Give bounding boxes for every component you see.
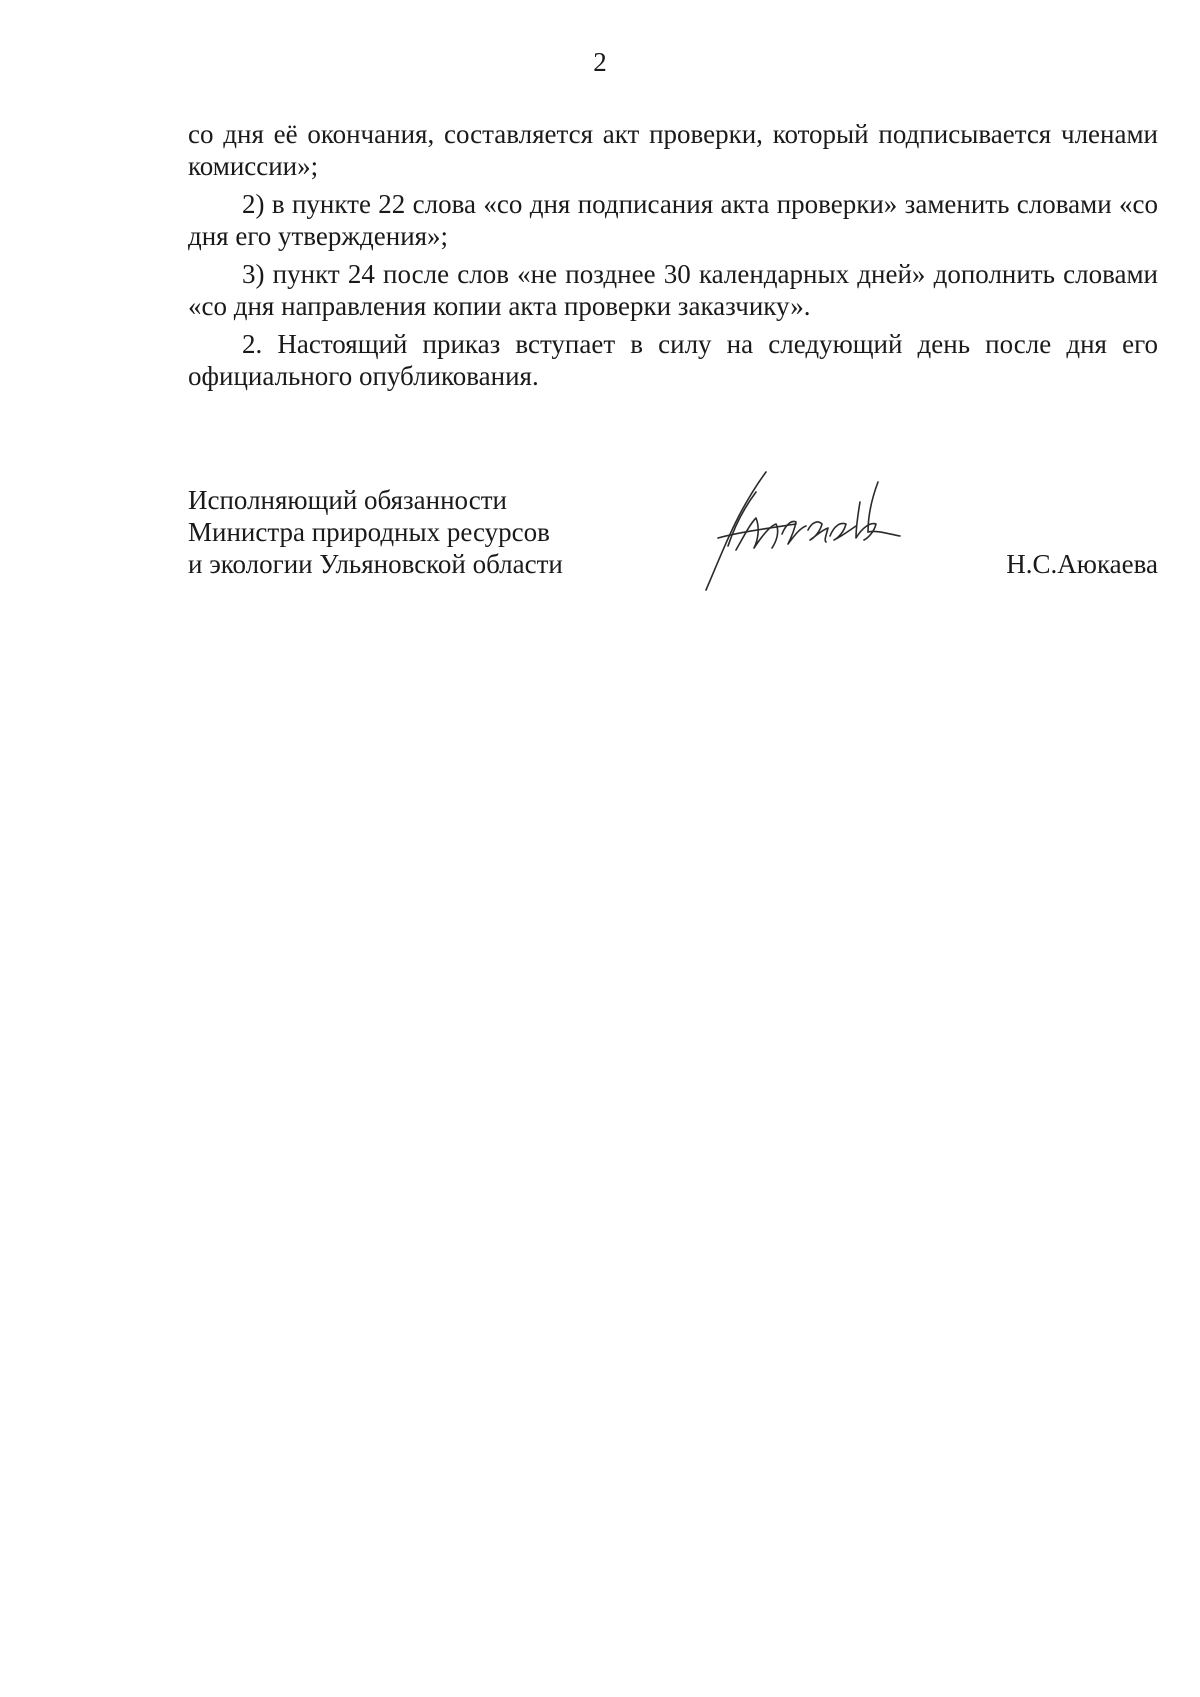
position-line: Министра природных ресурсов [188,517,550,547]
position-line: Исполняющий обязанности [188,485,507,515]
signer-name: Н.С.Аюкаева [1006,549,1158,579]
paragraph-item-3: 3) пункт 24 после слов «не позднее 30 календарных дней» дополнить словами «со дня направления копии акта проверки заказчику». [188,259,1158,321]
position-line: и экологии Ульяновской области [188,549,563,579]
paragraph-continuation: со дня её окончания, составляется акт проверки, который подписывается членами комиссии»; [188,119,1158,181]
document-body [188,118,1158,392]
page-number: 2 [593,47,607,77]
signatory-position [188,484,563,580]
handwritten-signature [700,462,940,592]
paragraph-item-2: 2) в пункте 22 слова «со дня подписания акта проверки» заменить словами «со дня его утверждения»; [188,189,1158,251]
paragraph-effective-date: 2. Настоящий приказ вступает в силу на следующий день после дня его официального опубликования. [188,329,1158,391]
